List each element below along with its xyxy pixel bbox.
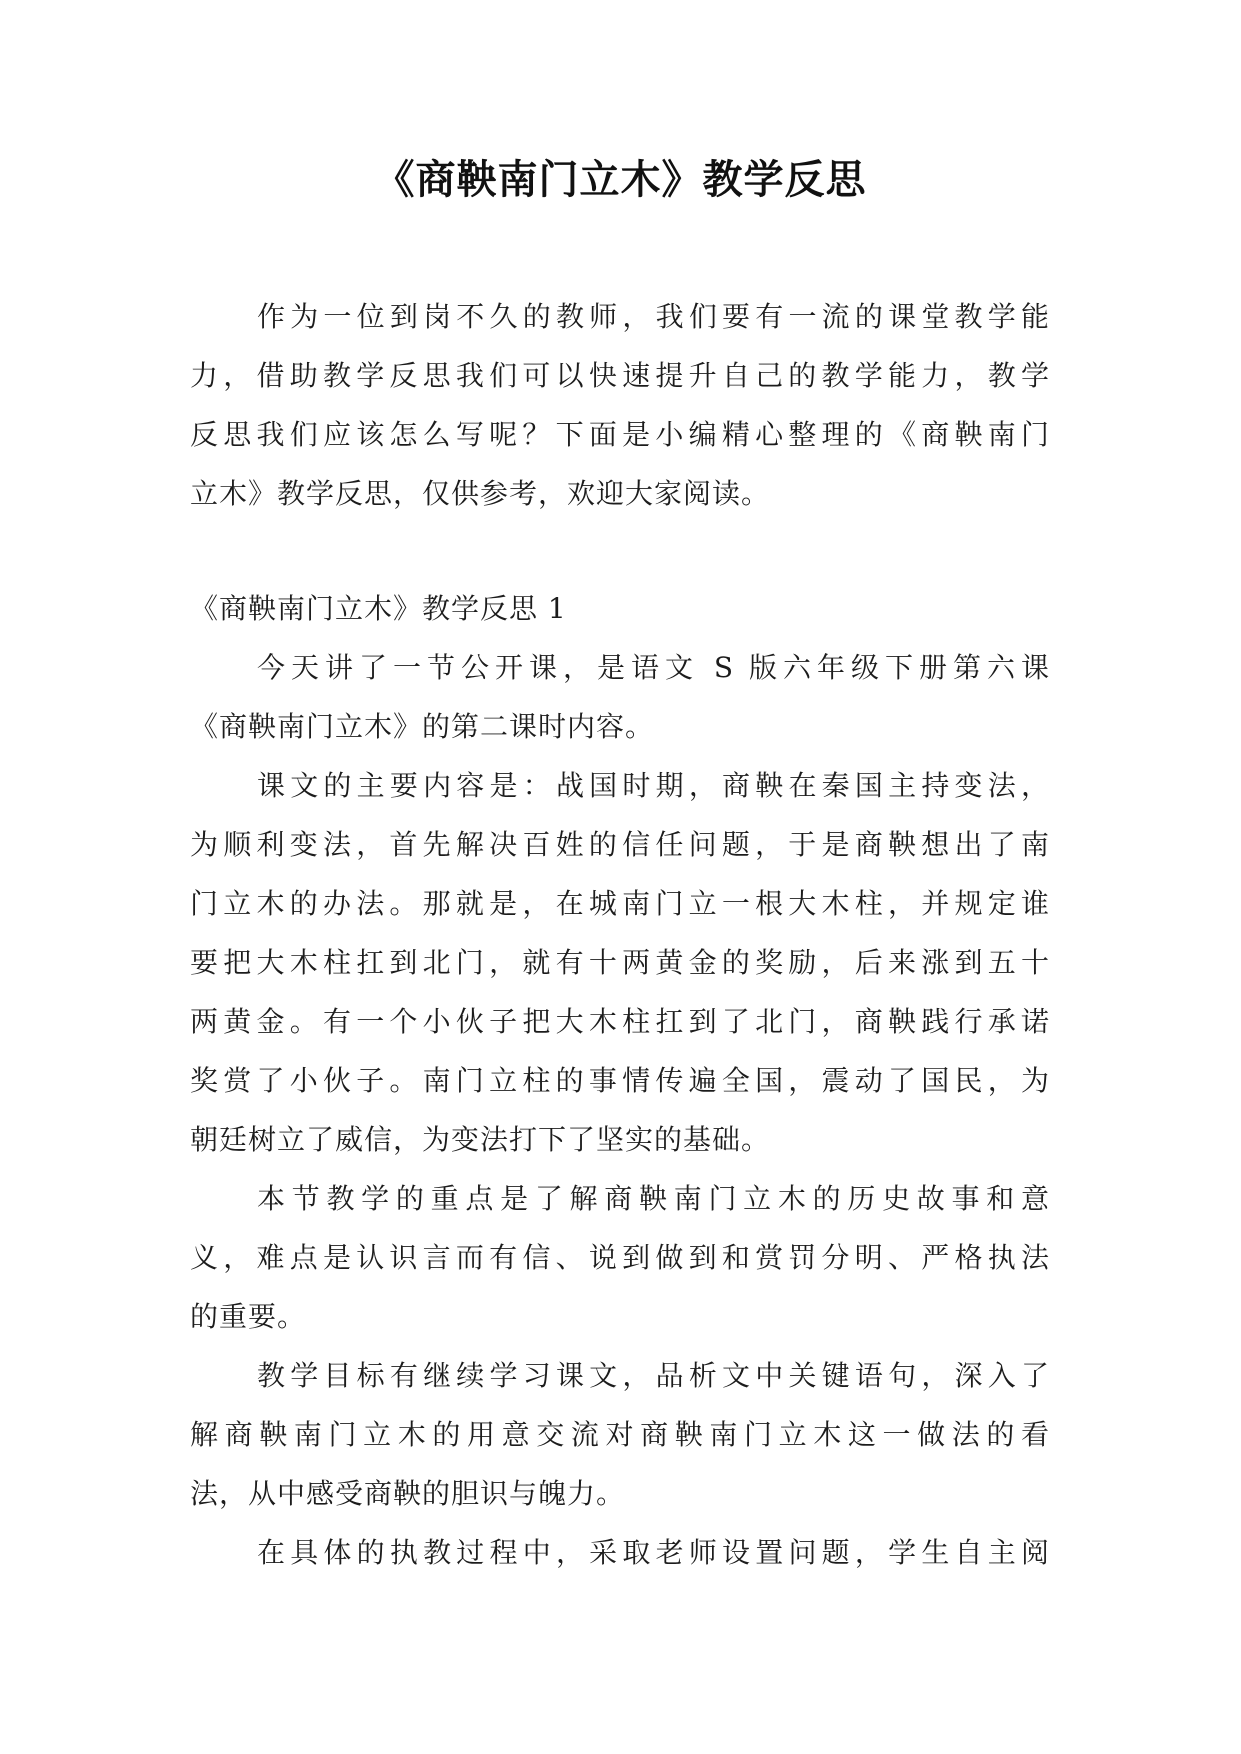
paragraph-line: 要把大木柱扛到北门，就有十两黄金的奖励，后来涨到五十 [190, 946, 1050, 979]
paragraph-line: 奖赏了小伙子。南门立柱的事情传遍全国，震动了国民，为 [190, 1064, 1050, 1097]
paragraph-line: 教学目标有继续学习课文，品析文中关键语句，深入了 [257, 1359, 1050, 1392]
paragraph-line: 法，从中感受商鞅的胆识与魄力。 [190, 1477, 626, 1510]
paragraph-line: 的重要。 [190, 1300, 307, 1333]
paragraph-line: 在具体的执教过程中，采取老师设置问题，学生自主阅 [257, 1536, 1050, 1569]
paragraph-line: 为顺利变法，首先解决百姓的信任问题，于是商鞅想出了南 [190, 828, 1050, 861]
section-gap [190, 523, 1050, 579]
paragraph-line: 两黄金。有一个小伙子把大木柱扛到了北门，商鞅践行承诺 [190, 1005, 1050, 1038]
paragraph-line: 解商鞅南门立木的用意交流对商鞅南门立木这一做法的看 [190, 1418, 1050, 1451]
paragraph-line: 课文的主要内容是：战国时期，商鞅在秦国主持变法， [257, 769, 1050, 802]
paragraph-line: 本节教学的重点是了解商鞅南门立木的历史故事和意 [257, 1182, 1050, 1215]
intro-line: 立木》教学反思，仅供参考，欢迎大家阅读。 [190, 477, 771, 510]
paragraph-line: 门立木的办法。那就是，在城南门立一根大木柱，并规定谁 [190, 887, 1050, 920]
paragraph-line: 《商鞅南门立木》的第二课时内容。 [190, 710, 655, 743]
section-heading: 《商鞅南门立木》教学反思 1 [190, 592, 567, 625]
paragraph-line: 义，难点是认识言而有信、说到做到和赏罚分明、严格执法 [190, 1241, 1050, 1274]
paragraph-line: 朝廷树立了威信，为变法打下了坚实的基础。 [190, 1123, 771, 1156]
paragraph-line: 今天讲了一节公开课，是语文 S 版六年级下册第六课 [257, 651, 1050, 684]
intro-line: 力，借助教学反思我们可以快速提升自己的教学能力，教学 [190, 359, 1050, 392]
document-body [190, 287, 1050, 1582]
document-title: 《商鞅南门立木》教学反思 [374, 157, 867, 203]
intro-line: 作为一位到岗不久的教师，我们要有一流的课堂教学能 [257, 300, 1050, 333]
intro-line: 反思我们应该怎么写呢？下面是小编精心整理的《商鞅南门 [190, 418, 1050, 451]
